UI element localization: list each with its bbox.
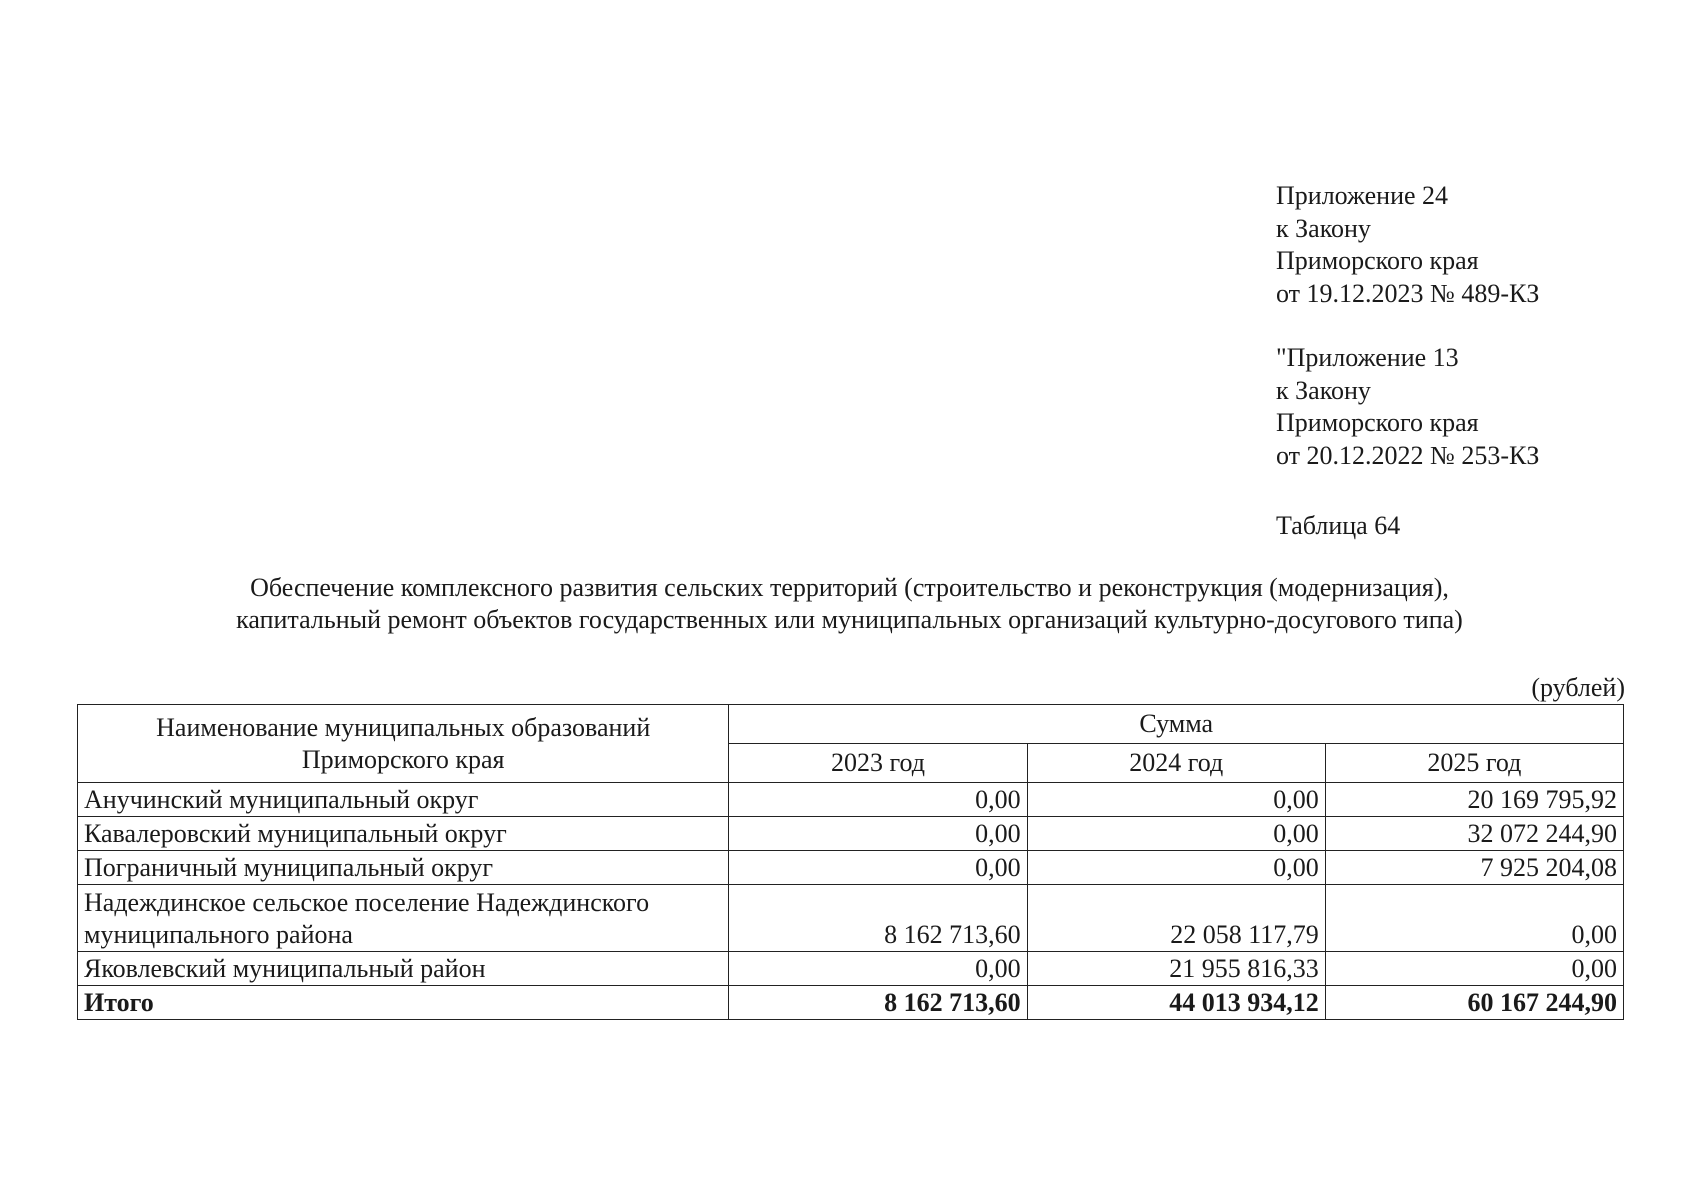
header-name-line-1: Наименование муниципальных образований bbox=[156, 712, 651, 742]
appendix-current-line: Приморского края bbox=[1276, 246, 1479, 275]
row-value-2025: 20 169 795,92 bbox=[1325, 783, 1623, 817]
row-value-2025: 0,00 bbox=[1325, 885, 1623, 952]
total-value-2024: 44 013 934,12 bbox=[1027, 986, 1325, 1020]
row-value-2023: 8 162 713,60 bbox=[729, 885, 1027, 952]
row-value-2024: 21 955 816,33 bbox=[1027, 952, 1325, 986]
appendix-current-line: от 19.12.2023 № 489-КЗ bbox=[1276, 278, 1540, 308]
row-name: Кавалеровский муниципальный округ bbox=[78, 817, 729, 851]
row-value-2024: 0,00 bbox=[1027, 783, 1325, 817]
row-value-2025: 0,00 bbox=[1325, 952, 1623, 986]
appendix-original bbox=[1276, 342, 1539, 472]
appendix-original-line: от 20.12.2022 № 253-КЗ bbox=[1276, 440, 1540, 470]
row-value-2023: 0,00 bbox=[729, 851, 1027, 885]
row-name: Анучинский муниципальный округ bbox=[78, 783, 729, 817]
row-name: Яковлевский муниципальный район bbox=[78, 952, 729, 986]
document-title-line-1: Обеспечение комплексного развития сельских территорий (строительство и реконструкция (модернизация), bbox=[250, 573, 1449, 602]
header-sum: Сумма bbox=[729, 705, 1624, 744]
units-label: (рублей) bbox=[1531, 673, 1625, 702]
table-row bbox=[78, 885, 1624, 952]
document-title bbox=[77, 572, 1622, 636]
table-row bbox=[78, 851, 1624, 885]
header-year-2024: 2024 год bbox=[1027, 744, 1325, 783]
row-value-2023: 0,00 bbox=[729, 783, 1027, 817]
header-name-line-2: Приморского края bbox=[301, 744, 505, 774]
table-number-label: Таблица 64 bbox=[1276, 511, 1401, 540]
header-municipality-name bbox=[78, 705, 729, 783]
row-value-2025: 32 072 244,90 bbox=[1325, 817, 1623, 851]
row-value-2025: 7 925 204,08 bbox=[1325, 851, 1623, 885]
row-value-2023: 0,00 bbox=[729, 817, 1027, 851]
appendix-original-line: "Приложение 13 bbox=[1276, 343, 1459, 372]
row-name: Надеждинское сельское поселение Надеждинского муниципального района bbox=[78, 885, 729, 952]
total-label: Итого bbox=[78, 986, 729, 1020]
total-value-2023: 8 162 713,60 bbox=[729, 986, 1027, 1020]
appendix-current bbox=[1276, 180, 1539, 310]
appendix-current-line: к Закону bbox=[1276, 213, 1371, 243]
row-value-2024: 0,00 bbox=[1027, 851, 1325, 885]
table-total-row bbox=[78, 986, 1624, 1020]
appendix-original-line: Приморского края bbox=[1276, 408, 1479, 437]
header-year-2025: 2025 год bbox=[1325, 744, 1623, 783]
table-row bbox=[78, 783, 1624, 817]
header-year-2023: 2023 год bbox=[729, 744, 1027, 783]
row-value-2024: 0,00 bbox=[1027, 817, 1325, 851]
appendix-header bbox=[1276, 180, 1539, 504]
document-title-line-2: капитальный ремонт объектов государственных или муниципальных организаций культурно-досугового типа) bbox=[236, 605, 1463, 634]
row-name: Пограничный муниципальный округ bbox=[78, 851, 729, 885]
total-value-2025: 60 167 244,90 bbox=[1325, 986, 1623, 1020]
appendix-original-line: к Закону bbox=[1276, 375, 1371, 405]
table-row bbox=[78, 952, 1624, 986]
row-value-2023: 0,00 bbox=[729, 952, 1027, 986]
budget-table bbox=[77, 704, 1624, 1020]
table-header-row bbox=[78, 705, 1624, 744]
row-value-2024: 22 058 117,79 bbox=[1027, 885, 1325, 952]
table-row bbox=[78, 817, 1624, 851]
appendix-current-line: Приложение 24 bbox=[1276, 181, 1449, 210]
